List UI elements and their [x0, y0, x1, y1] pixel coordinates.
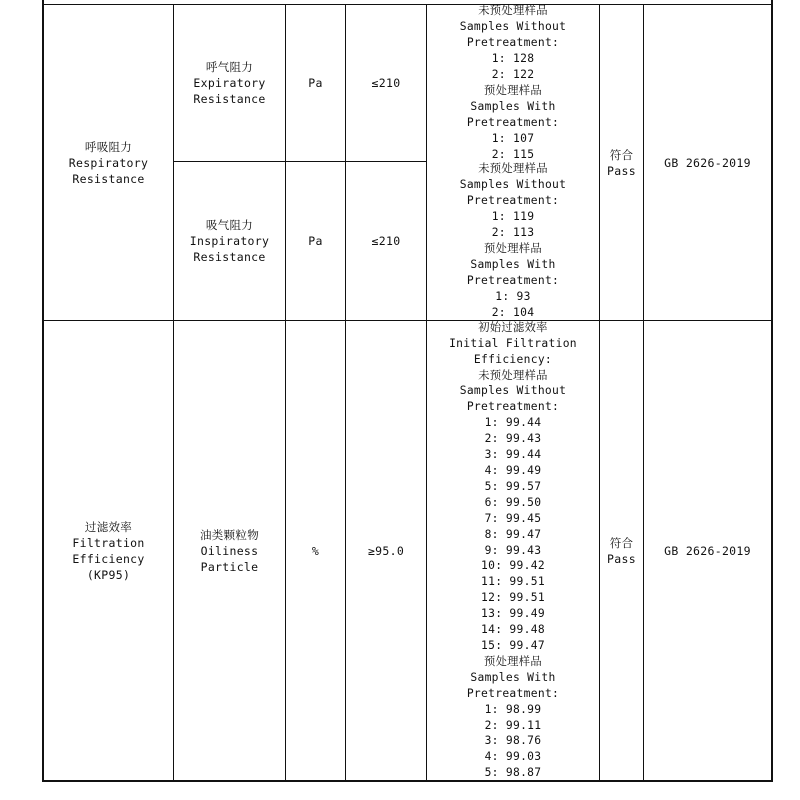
requirement-cell [346, 162, 426, 320]
requirement: ≥95.0 [367, 543, 405, 558]
standard-cell [644, 321, 771, 780]
item-cell [44, 5, 173, 320]
unit-cell [286, 162, 345, 320]
requirement-cell [346, 5, 426, 161]
requirement-cell [346, 321, 426, 780]
standard-cell [644, 5, 771, 320]
subitem-cell [174, 5, 285, 161]
standard: GB 2626-2019 [664, 155, 751, 170]
subitem-name: 呼气阻力 Expiratory Resistance [193, 60, 266, 106]
result-cell [427, 321, 599, 780]
unit: % [311, 543, 320, 558]
unit: Pa [308, 234, 323, 248]
result-text: 未预处理样品 Samples Without Pretreatment: 1: 119 2: 113 预处理样品 Samples With Pretreatment: 1: 93 2: 104 [459, 162, 567, 319]
unit-cell [286, 321, 345, 780]
result-cell [427, 5, 599, 161]
requirement: ≤210 [371, 234, 401, 248]
conclusion: 符合 Pass [607, 147, 636, 178]
result-cell [427, 162, 599, 320]
conclusion-cell [600, 5, 643, 320]
item-name: 过滤效率 Filtration Efficiency (KP95) [72, 519, 145, 582]
conclusion-cell [600, 321, 643, 780]
result-text: 初始过滤效率 Initial Filtration Efficiency: 未预处理样品 Samples Without Pretreatment: 1: 99.44 2: 99.43 3: 99.44 4: 99.49 5: 99.57 6: 99.50 7: 99.45 8: 99.47 9: 99.43 10: 99.42 11: 99.51 12: 99.51 13: 99.49 14: 99.48 15: 99.47 预处理样品 Samples With Pretreatment: 1: 98.99 2: 99.11 3: 98.76 4: 99.03 5: 98.87 [449, 320, 577, 780]
conclusion: 符合 Pass [607, 535, 636, 566]
unit: Pa [308, 76, 323, 90]
subitem-cell [174, 162, 285, 320]
item-name: 呼吸阻力 Respiratory Resistance [68, 139, 149, 186]
result-text: 未预处理样品 Samples Without Pretreatment: 1: 128 2: 122 预处理样品 Samples With Pretreatment: 1: 107 2: 115 [459, 4, 567, 161]
table-border-right [771, 0, 773, 782]
subitem-cell [174, 321, 285, 780]
requirement: ≤210 [371, 76, 401, 90]
standard: GB 2626-2019 [664, 543, 751, 558]
subitem-name: 吸气阻力 Inspiratory Resistance [189, 218, 270, 264]
table-bottom-border [42, 780, 773, 782]
unit-cell [286, 5, 345, 161]
subitem-name: 油类颗粒物 Oiliness Particle [200, 527, 259, 574]
item-cell [44, 321, 173, 780]
